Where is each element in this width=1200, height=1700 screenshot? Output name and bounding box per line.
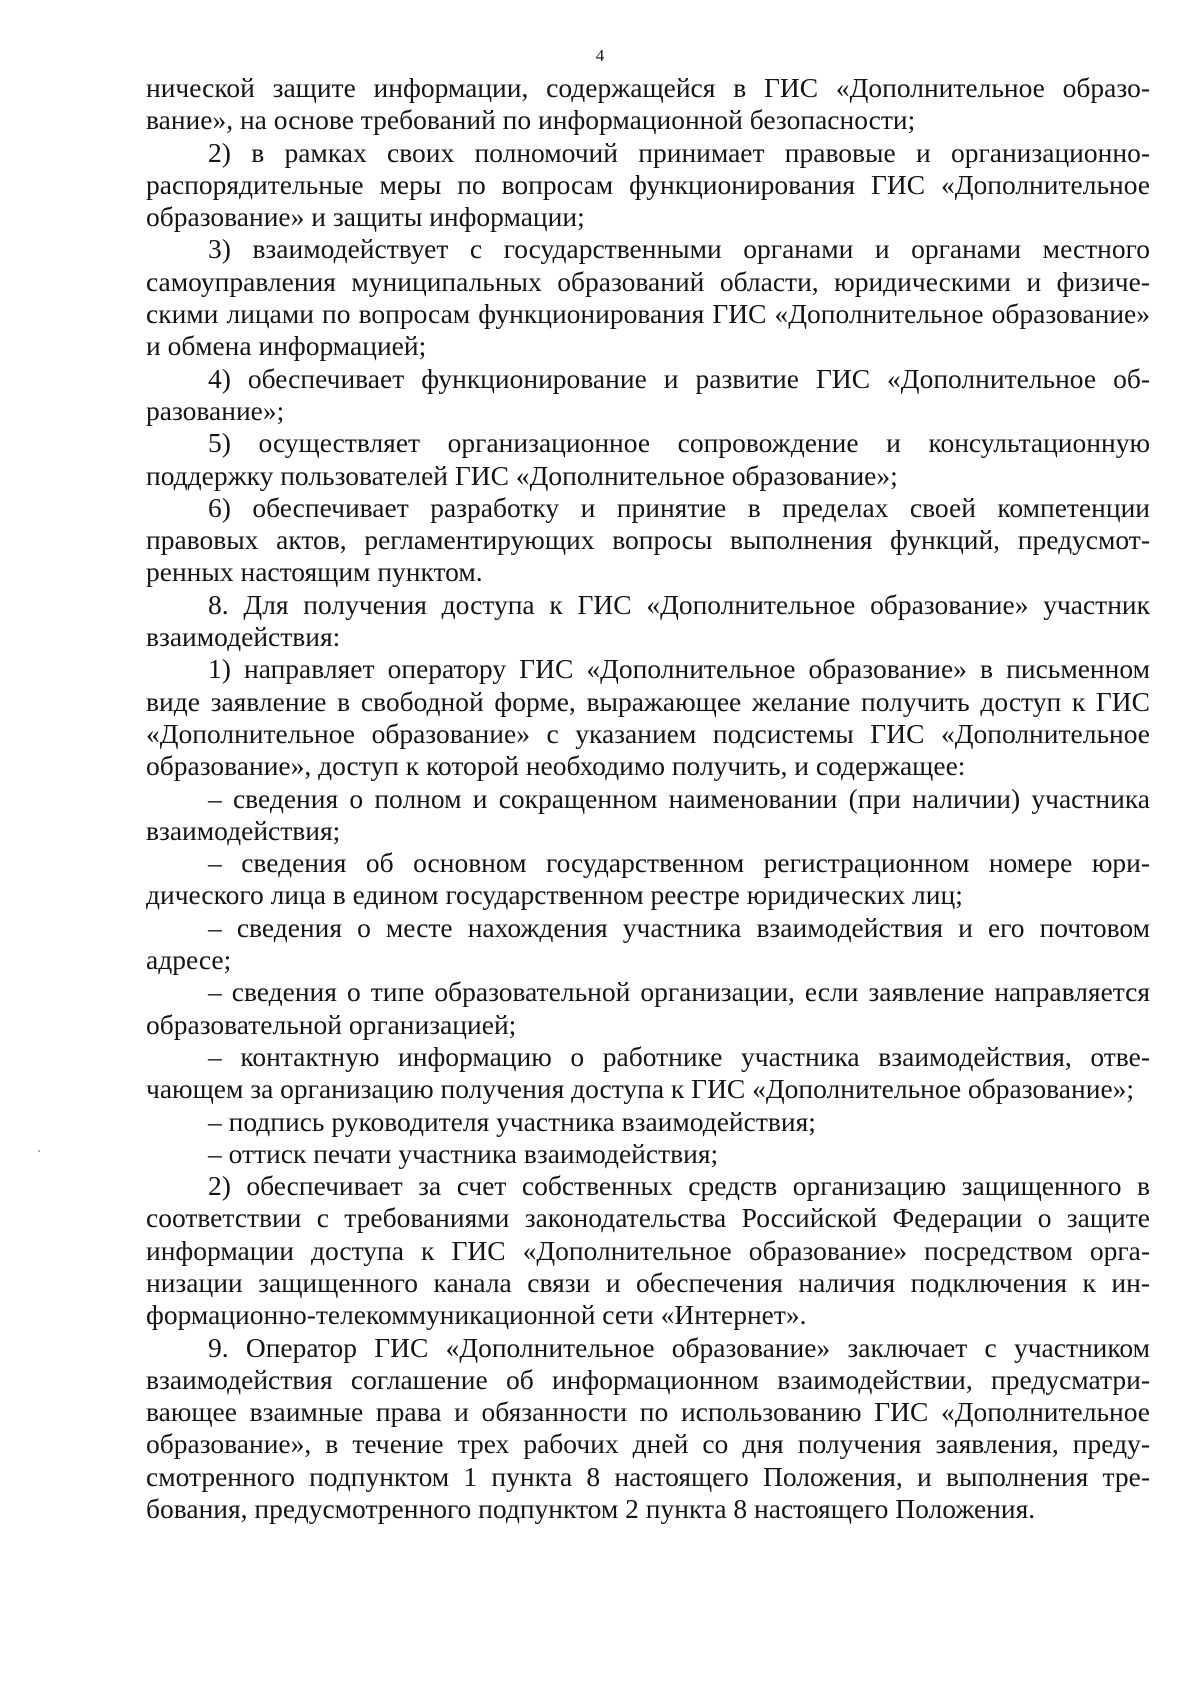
list-item-name-info: – сведения о полном и сокращенном наименовании (при наличии) участника взаимодействия; — [146, 782, 1150, 846]
list-item-signature: – подпись руководителя участника взаимодействия; — [208, 1105, 816, 1137]
paragraph-section-9: 9. Оператор ГИС «Дополнительное образование» заключает с участником взаимодействия соглашение об информационном взаимодействии, предусматривающее взаимные права и обязанности по использованию ГИС «Дополнительное образование», в течение трех рабочих дней со дня получения заявления, предусмотренного подпунктом 1 пункта 8 настоящего Положения, и выполнения требования, предусмотренного подпунктом 2 пункта 8 настоящего Положения. — [146, 1331, 1150, 1525]
paragraph-section-8-item-2: 2) обеспечивает за счет собственных средств организацию защищенного в соответствии с требованиями законодательства Российской Федерации о защите информации доступа к ГИС «Дополнительное образование» посредством организации защищенного канала связи и обеспечения наличия подключения к информационно-телекоммуникационной сети «Интернет». — [146, 1170, 1150, 1331]
document-body — [146, 72, 1150, 1525]
paragraph-item-6: 6) обеспечивает разработку и принятие в пределах своей компетенции правовых актов, регламентирующих вопросы выполнения функций, предусмотренных настоящим пунктом. — [146, 491, 1150, 588]
paragraph-section-8-item-1: 1) направляет оператору ГИС «Дополнительное образование» в письменном виде заявление в свободной форме, выражающее желание получить доступ к ГИС «Дополнительное образование» с указанием подсистемы ГИС «Дополнительное образование», доступ к которой необходимо получить, и содержащее: — [146, 653, 1150, 782]
list-item-ogrn-info: – сведения об основном государственном регистрационном номере юридического лица в едином государственном реестре юридических лиц; — [146, 847, 1150, 911]
paragraph-section-8: 8. Для получения доступа к ГИС «Дополнительное образование» участник взаимодействия: — [146, 588, 1150, 653]
paragraph-item-3: 3) взаимодействует с государственными органами и органами местного самоуправления муниципальных образований области, юридическими и физическими лицами по вопросам функционирования ГИС «Дополнительное образование» и обмена информацией; — [146, 233, 1150, 362]
paragraph-continuation: нической защите информации, содержащейся в ГИС «Дополнительное образование», на основе требований по информационной безопасности; — [146, 72, 1150, 136]
paragraph-item-2: 2) в рамках своих полномочий принимает правовые и организационно-распорядительные меры по вопросам функционирования ГИС «Дополнительное образование» и защиты информации; — [146, 136, 1150, 233]
list-item-org-type-info: – сведения о типе образовательной организации, если заявление направляется образовательной организацией; — [146, 976, 1150, 1040]
scan-speck-mark — [38, 1150, 40, 1152]
page-number: 4 — [595, 46, 605, 65]
list-item-seal: – оттиск печати участника взаимодействия; — [208, 1137, 719, 1169]
paragraph-item-5: 5) осуществляет организационное сопровождение и консультационную поддержку пользователей ГИС «Дополнительное образование»; — [146, 427, 1150, 491]
list-item-contact-info: – контактную информацию о работнике участника взаимодействия, отвечающем за организацию получения доступа к ГИС «Дополнительное образование»; — [146, 1040, 1150, 1105]
paragraph-item-4: 4) обеспечивает функционирование и развитие ГИС «Дополнительное образование»; — [146, 362, 1150, 426]
list-item-address-info: – сведения о месте нахождения участника взаимодействия и его почтовом адресе; — [146, 911, 1150, 976]
